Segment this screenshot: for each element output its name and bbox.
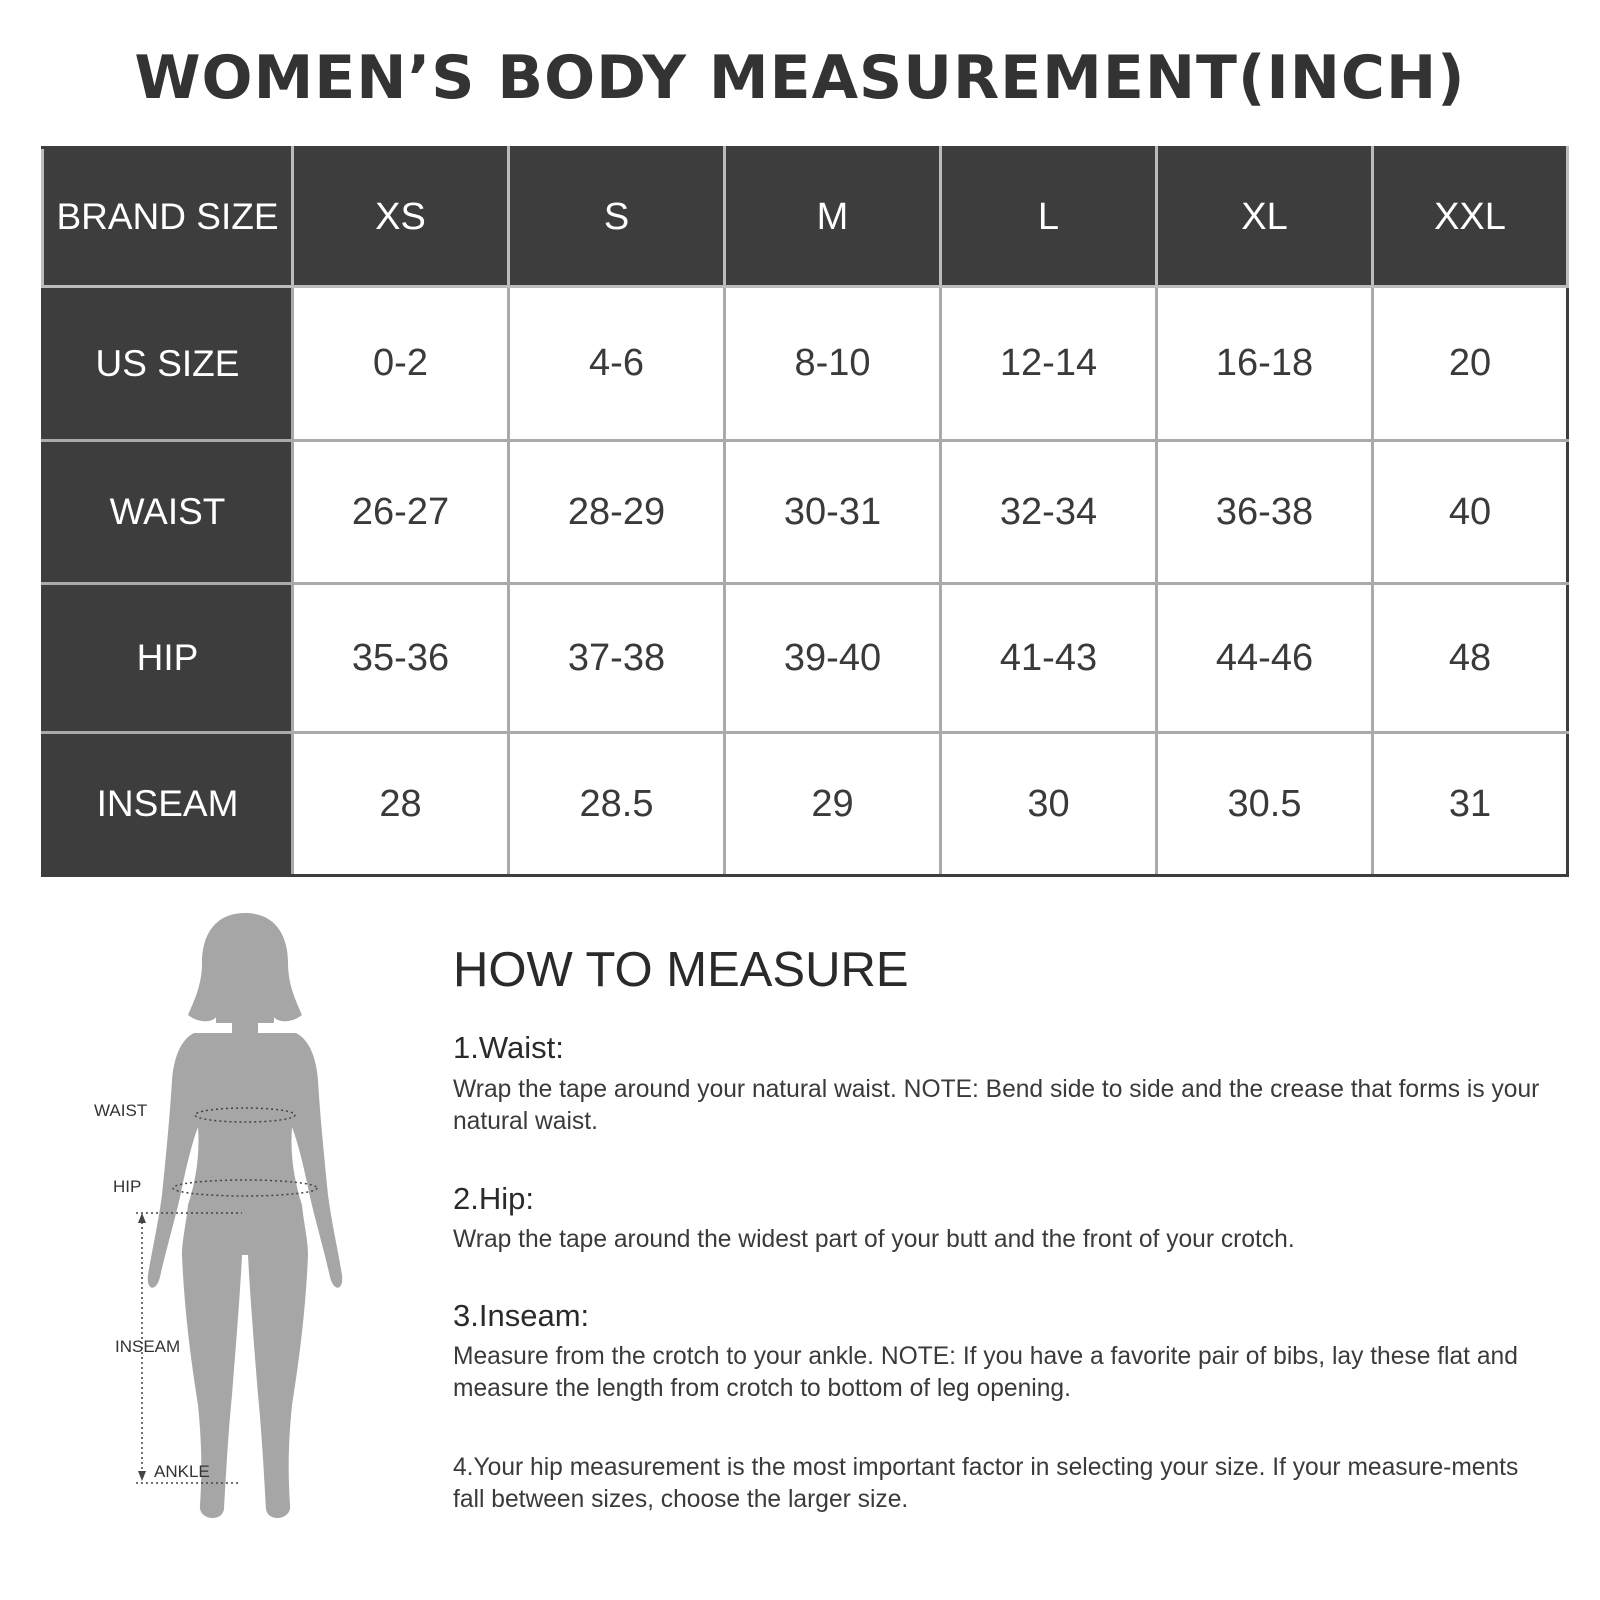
body-figure-illustration <box>90 905 360 1545</box>
table-header-row <box>43 148 1568 287</box>
row-label: INSEAM <box>43 733 293 876</box>
arrow-up-icon <box>138 1213 146 1223</box>
size-selection-note: 4.Your hip measurement is the most important factor in selecting your size. If your measure-ments fall between sizes, choose the larger size. <box>453 1454 1519 1513</box>
header-brand-size: BRAND SIZE <box>43 148 293 287</box>
waist-label: WAIST <box>94 1101 148 1120</box>
table-cell: 39-40 <box>725 584 941 733</box>
size-chart-table <box>41 146 1569 877</box>
row-label: WAIST <box>43 441 293 584</box>
table-cell: 30.5 <box>1157 733 1373 876</box>
table-cell: 44-46 <box>1157 584 1373 733</box>
table-cell: 36-38 <box>1157 441 1373 584</box>
table-cell: 32-34 <box>941 441 1157 584</box>
table-cell: 26-27 <box>293 441 509 584</box>
table-cell: 12-14 <box>941 287 1157 441</box>
header-size-l: L <box>941 148 1157 287</box>
table-cell: 28 <box>293 733 509 876</box>
row-label: HIP <box>43 584 293 733</box>
step-hip-text: Wrap the tape around the widest part of your butt and the front of your crotch. <box>453 1226 1295 1253</box>
table-cell: 8-10 <box>725 287 941 441</box>
table-cell: 20 <box>1373 287 1568 441</box>
inseam-label: INSEAM <box>115 1337 181 1356</box>
table-cell: 31 <box>1373 733 1568 876</box>
table-cell: 35-36 <box>293 584 509 733</box>
table-cell: 40 <box>1373 441 1568 584</box>
table-cell: 16-18 <box>1157 287 1373 441</box>
page-title: WOMEN’S BODY MEASUREMENT(INCH) <box>134 43 1466 113</box>
table-cell: 4-6 <box>509 287 725 441</box>
header-size-s: S <box>509 148 725 287</box>
how-to-measure-title: HOW TO MEASURE <box>453 943 909 997</box>
table-cell: 37-38 <box>509 584 725 733</box>
table-row-hip <box>43 584 1568 733</box>
hip-label: HIP <box>113 1177 142 1196</box>
table-cell: 48 <box>1373 584 1568 733</box>
table-row-us-size <box>43 287 1568 441</box>
table-cell: 28-29 <box>509 441 725 584</box>
header-size-m: M <box>725 148 941 287</box>
table-row-inseam <box>43 733 1568 876</box>
step-inseam-heading: 3.Inseam: <box>453 1298 590 1333</box>
row-label: US SIZE <box>43 287 293 441</box>
table-cell: 41-43 <box>941 584 1157 733</box>
step-hip-heading: 2.Hip: <box>453 1181 534 1216</box>
arrow-down-icon <box>138 1471 146 1481</box>
table-cell: 30 <box>941 733 1157 876</box>
table-row-waist <box>43 441 1568 584</box>
step-inseam-text: Measure from the crotch to your ankle. NOTE: If you have a favorite pair of bibs, lay these flat and measure the length from crotch to bottom of leg opening. <box>453 1343 1518 1402</box>
header-size-xl: XL <box>1157 148 1373 287</box>
body-silhouette <box>148 913 343 1518</box>
header-size-xs: XS <box>293 148 509 287</box>
step-waist-heading: 1.Waist: <box>453 1030 564 1065</box>
table-cell: 29 <box>725 733 941 876</box>
ankle-label: ANKLE <box>154 1462 210 1481</box>
table-cell: 30-31 <box>725 441 941 584</box>
step-waist-text: Wrap the tape around your natural waist. NOTE: Bend side to side and the crease that forms is your natural waist. <box>453 1076 1540 1135</box>
header-size-xxl: XXL <box>1373 148 1568 287</box>
table-cell: 28.5 <box>509 733 725 876</box>
table-cell: 0-2 <box>293 287 509 441</box>
